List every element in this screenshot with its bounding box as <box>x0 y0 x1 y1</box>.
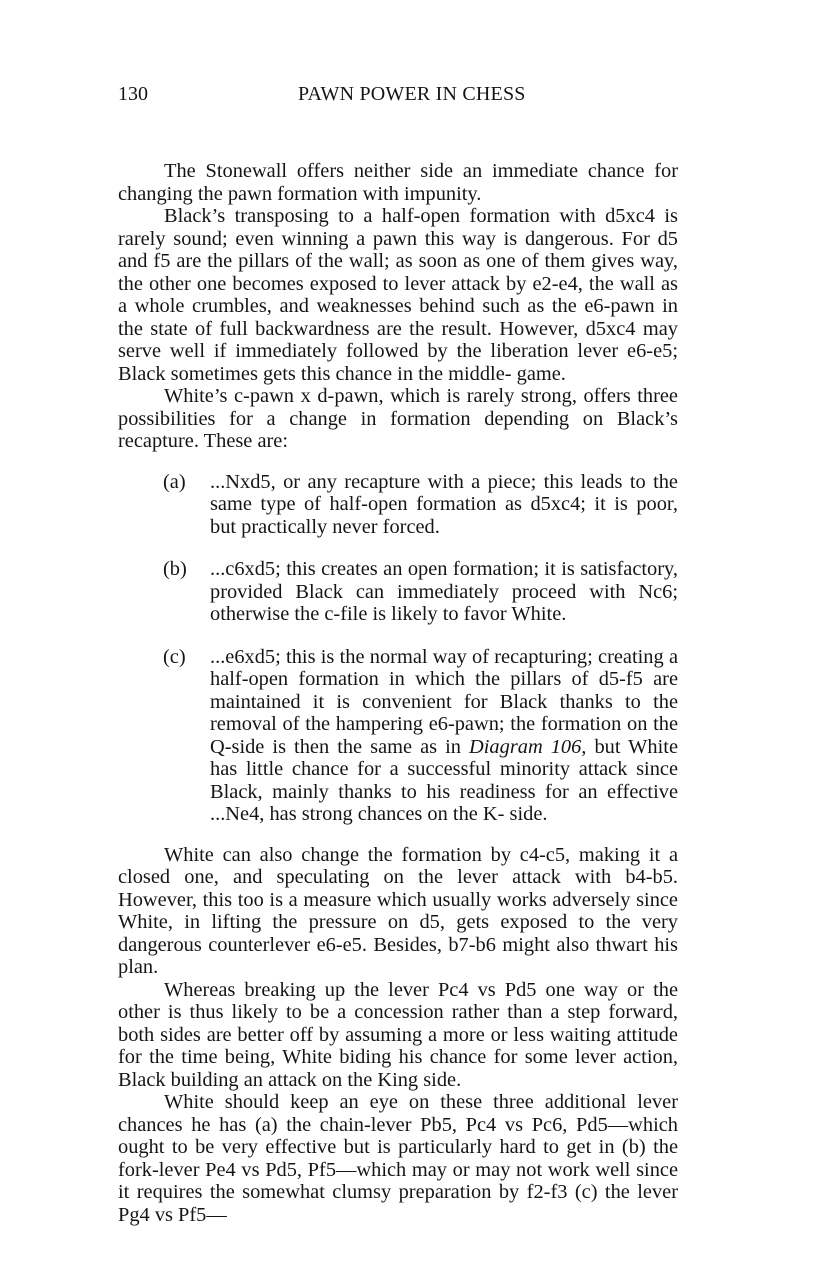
option-b-text: ...c6xd5; this creates an open formation; it is satisfactory, provided Black can immediately proceed with Nc6; otherwise the c-file is likely to favor White. <box>210 558 678 625</box>
paragraph-additional-lever-chances: White should keep an eye on these three additional lever chances he has (a) the chain-lever Pb5, Pc4 vs Pc6, Pd5—which ought to be very effective but is particularly hard to get in (b) the fork-lever Pe4 vs Pd5, Pf5—which may or may not work well since it requires the somewhat clumsy preparation by f2-f3 (c) the lever Pg4 vs Pf5— <box>118 1091 678 1226</box>
page-body-text <box>118 160 678 1226</box>
page-header <box>118 82 678 110</box>
option-c-text-before-emphasis: ...e6xd5; this is the normal way of recapturing; creating a half-open formation in which the pillars of d5-f5 are maintained it is convenient for Black thanks to the removal of the hampering e6-pawn; the formation on the Q-side is then the same as in <box>210 645 678 758</box>
paragraph-waiting-attitude: Whereas breaking up the lever Pc4 vs Pd5 one way or the other is thus likely to be a concession rather than a step forward, both sides are better off by assuming a more or less waiting attitude for the time being, White biding his chance for some lever action, Black building an attack on the King side. <box>118 978 678 1091</box>
option-b-marker: (b) <box>163 558 187 580</box>
page-number: 130 <box>118 83 148 105</box>
recapture-options-list <box>118 471 678 826</box>
paragraph-white-capture-possibilities: White’s c-pawn x d-pawn, which is rarely strong, offers three possibilities for a change in formation depending on Black’s recapture. These are: <box>118 385 678 452</box>
option-c-text-after-emphasis: but White has little chance for a successful minority attack since Black, mainly thanks to his readiness for an effective ...Ne4, has strong chances on the K- side. <box>210 735 679 825</box>
paragraph-c4-c5-change: White can also change the formation by c4-c5, making it a closed one, and speculating on the lever attack with b4-b5. However, this too is a measure which usually works adversely since White, in lifting the pressure on d5, gets exposed to the very dangerous counterlever e6-e5. Besides, b7-b6 might also thwart his plan. <box>118 843 678 978</box>
option-c <box>163 645 679 826</box>
option-a-text: ...Nxd5, or any recapture with a piece; this leads to the same type of half-open formation as d5xc4; it is poor, but practically never forced. <box>210 470 678 538</box>
option-a-marker: (a) <box>163 470 186 493</box>
running-title: PAWN POWER IN CHESS <box>298 83 526 105</box>
diagram-reference: Diagram 106, <box>469 735 587 758</box>
paragraph-black-transposing: Black’s transposing to a half-open formation with d5xc4 is rarely sound; even winning a pawn this way is dangerous. For d5 and f5 are the pillars of the wall; as soon as one of them gives way, the other one becomes exposed to lever attack by e2-e4, the wall as a whole crumbles, and weaknesses behind such as the e6-pawn in the state of full backwardness are the result. However, d5xc4 may serve well if immediately followed by the liberation lever e6-e5; Black sometimes gets this chance in the middle- game. <box>118 205 678 385</box>
paragraph-stonewall-intro: The Stonewall offers neither side an immediate chance for changing the pawn formation with impunity. <box>118 160 678 205</box>
option-c-marker: (c) <box>163 645 186 668</box>
option-b <box>163 558 678 626</box>
option-a <box>163 470 678 539</box>
